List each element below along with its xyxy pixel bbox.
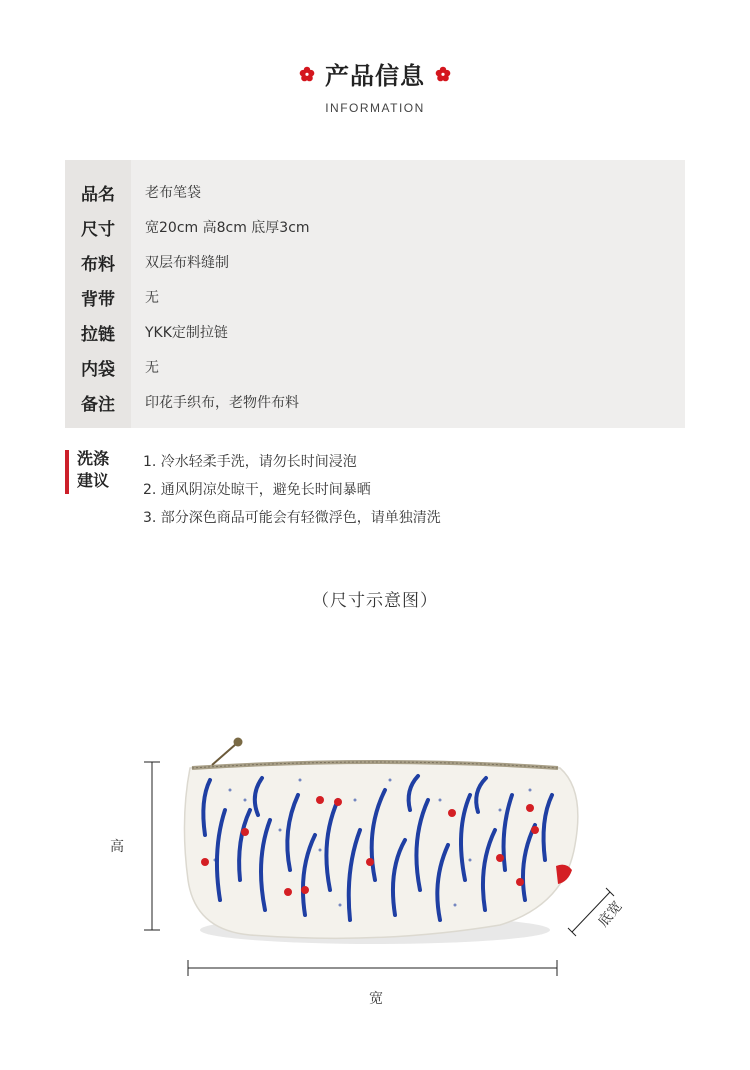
info-value: 老布笔袋 <box>145 185 201 201</box>
list-item: 1. 冷水轻柔手洗，请勿长时间浸泡 <box>143 454 357 470</box>
info-value: YKK定制拉链 <box>145 325 228 341</box>
page-title: 产品信息 <box>325 62 425 90</box>
brand-tag-icon <box>556 865 572 884</box>
info-label: 内袋 <box>81 359 115 380</box>
info-value: 无 <box>145 360 159 376</box>
washing-title-line: 洗涤 <box>77 449 110 468</box>
width-dimension <box>188 960 557 976</box>
height-dimension <box>144 762 160 930</box>
washing-title-line: 建议 <box>77 471 110 490</box>
zipper-chain <box>212 744 236 765</box>
zipper-pull-icon <box>234 738 243 747</box>
info-label: 背带 <box>81 289 115 310</box>
info-value: 双层布料缝制 <box>145 255 229 271</box>
height-label: 高 <box>110 839 124 855</box>
list-item: 2. 通风阴凉处晾干，避免长时间暴晒 <box>143 482 371 498</box>
width-label: 宽 <box>369 991 383 1007</box>
info-value: 宽20cm 高8cm 底厚3cm <box>145 220 310 236</box>
depth-label: 底宽 <box>595 898 626 931</box>
list-item: 3. 部分深色商品可能会有轻微浮色，请单独清洗 <box>143 510 441 526</box>
info-label: 拉链 <box>81 324 115 345</box>
page-subtitle: INFORMATION <box>325 101 425 115</box>
info-value: 印花手织布，老物件布料 <box>145 395 299 411</box>
info-label: 备注 <box>81 394 115 415</box>
info-value: 无 <box>145 290 159 306</box>
info-label: 尺寸 <box>81 219 115 240</box>
pouch-body <box>184 762 577 939</box>
info-label: 品名 <box>81 184 115 205</box>
info-label: 布料 <box>81 254 115 275</box>
diagram-caption: （尺寸示意图） <box>312 591 438 611</box>
